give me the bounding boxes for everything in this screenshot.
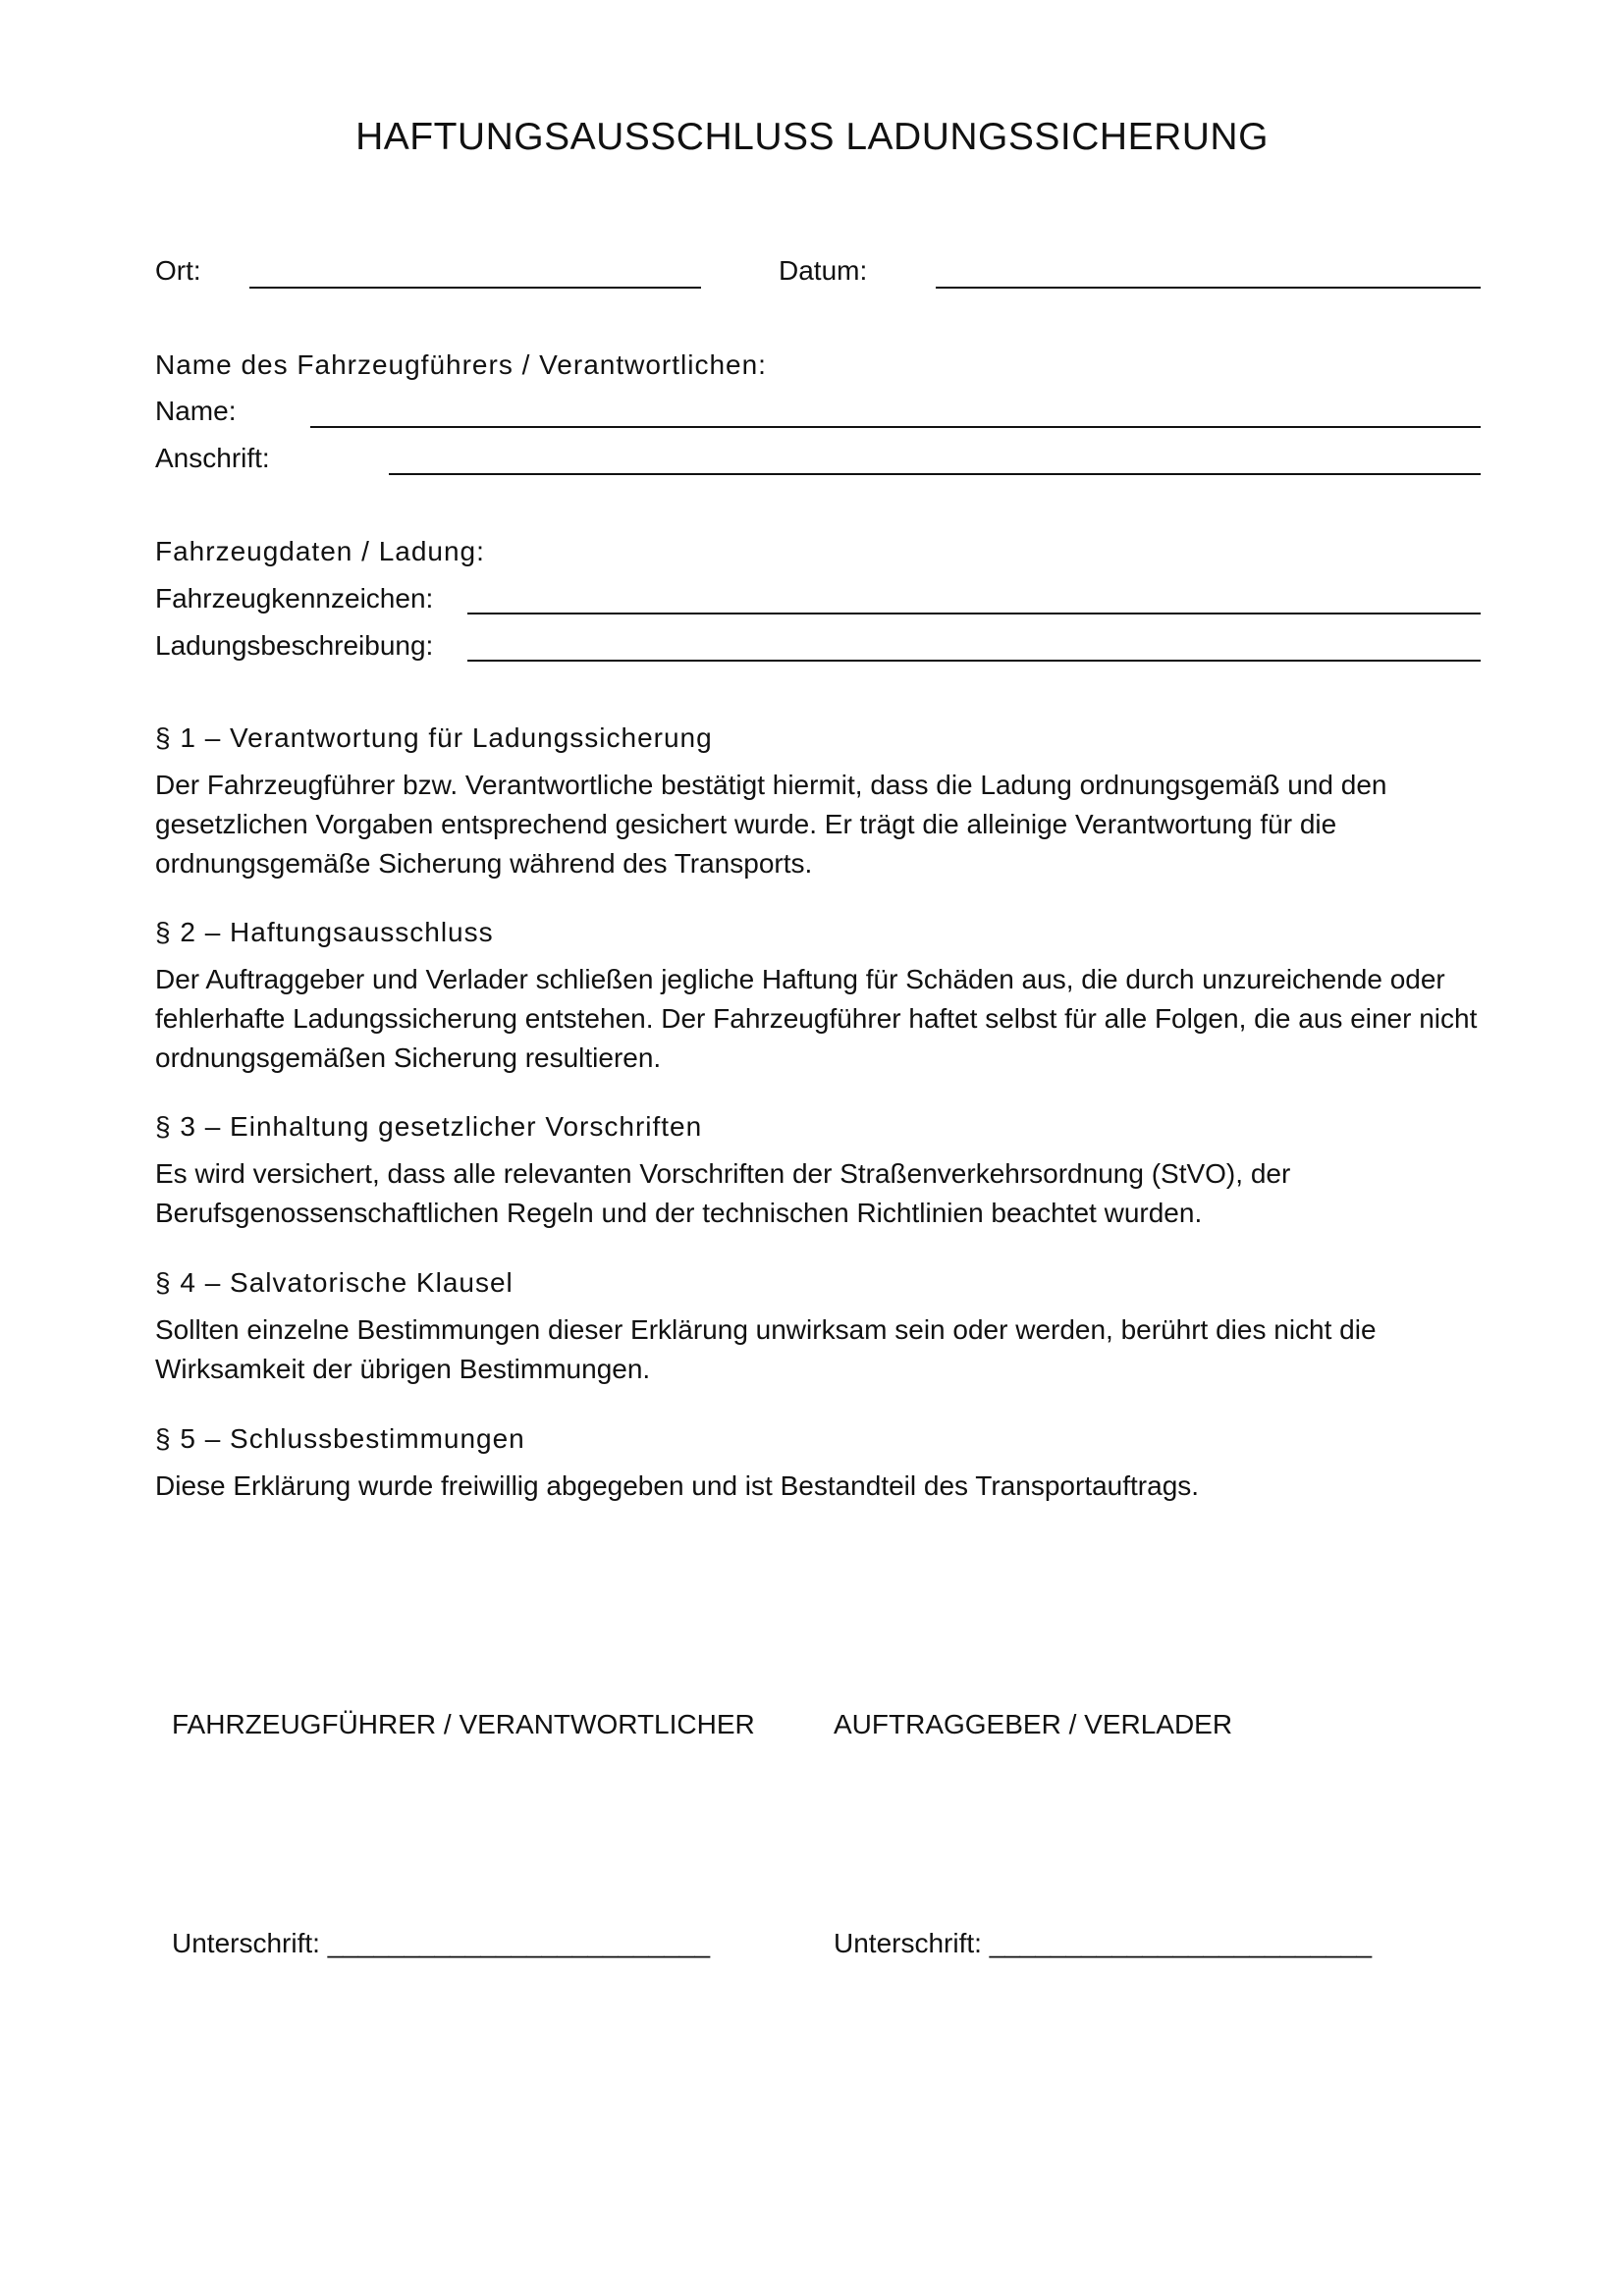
section-4-text: Sollten einzelne Bestimmungen dieser Erklärung unwirksam sein oder werden, berührt dies nicht die Wirksamkeit der übrigen Bestimmungen. xyxy=(155,1314,1377,1384)
section-1-heading: § 1 – Verantwortung für Ladungssicherung xyxy=(155,722,713,753)
section-2-heading: § 2 – Haftungsausschluss xyxy=(155,917,494,947)
kennzeichen-field[interactable] xyxy=(467,613,1481,614)
kennzeichen-label: Fahrzeugkennzeichen: xyxy=(155,583,434,614)
ort-field[interactable] xyxy=(249,287,701,289)
datum-field[interactable] xyxy=(936,287,1481,289)
ladung-field[interactable] xyxy=(467,660,1481,662)
ladung-label: Ladungsbeschreibung: xyxy=(155,630,434,661)
section-3-text: Es wird versichert, dass alle relevanten Vorschriften der Straßenverkehrsordnung (StVO), der Berufsgenossenschaftlichen Regeln und der technischen Richtlinien beachtet wurden. xyxy=(155,1158,1291,1228)
signature-field-client[interactable]: Unterschrift: _________________________ xyxy=(834,1928,1373,1958)
ort-label: Ort: xyxy=(155,255,201,286)
name-field[interactable] xyxy=(310,426,1481,428)
name-label: Name: xyxy=(155,396,237,426)
section-3-heading: § 3 – Einhaltung gesetzlicher Vorschriften xyxy=(155,1111,703,1142)
signature-field-driver[interactable]: Unterschrift: _________________________ xyxy=(172,1928,711,1958)
driver-heading: Name des Fahrzeugführers / Verantwortlichen: xyxy=(155,349,767,380)
section-5-heading: § 5 – Schlussbestimmungen xyxy=(155,1423,525,1454)
anschrift-label: Anschrift: xyxy=(155,443,270,473)
signature-heading-client: AUFTRAGGEBER / VERLADER xyxy=(834,1709,1233,1739)
vehicle-heading: Fahrzeugdaten / Ladung: xyxy=(155,536,485,566)
section-5-text: Diese Erklärung wurde freiwillig abgegeben und ist Bestandteil des Transportauftrags. xyxy=(155,1470,1200,1501)
anschrift-field[interactable] xyxy=(389,473,1481,475)
document-title: HAFTUNGSAUSSCHLUSS LADUNGSSICHERUNG xyxy=(355,116,1269,158)
signature-heading-driver: FAHRZEUGFÜHRER / VERANTWORTLICHER xyxy=(172,1709,755,1739)
section-2-text: Der Auftraggeber und Verlader schließen jegliche Haftung für Schäden aus, die durch unzureichende oder fehlerhafte Ladungssicherung entstehen. Der Fahrzeugführer haftet selbst für alle Folgen, die aus einer nicht ordnungsgemäßen Sicherung resultieren. xyxy=(155,964,1478,1073)
section-1-text: Der Fahrzeugführer bzw. Verantwortliche bestätigt hiermit, dass die Ladung ordnungsgemäß und den gesetzlichen Vorgaben entsprechend gesichert wurde. Er trägt die alleinige Verantwortung für die ordnungsgemäße Sicherung während des Transports. xyxy=(155,770,1387,879)
section-4-heading: § 4 – Salvatorische Klausel xyxy=(155,1267,514,1298)
datum-label: Datum: xyxy=(779,255,868,286)
